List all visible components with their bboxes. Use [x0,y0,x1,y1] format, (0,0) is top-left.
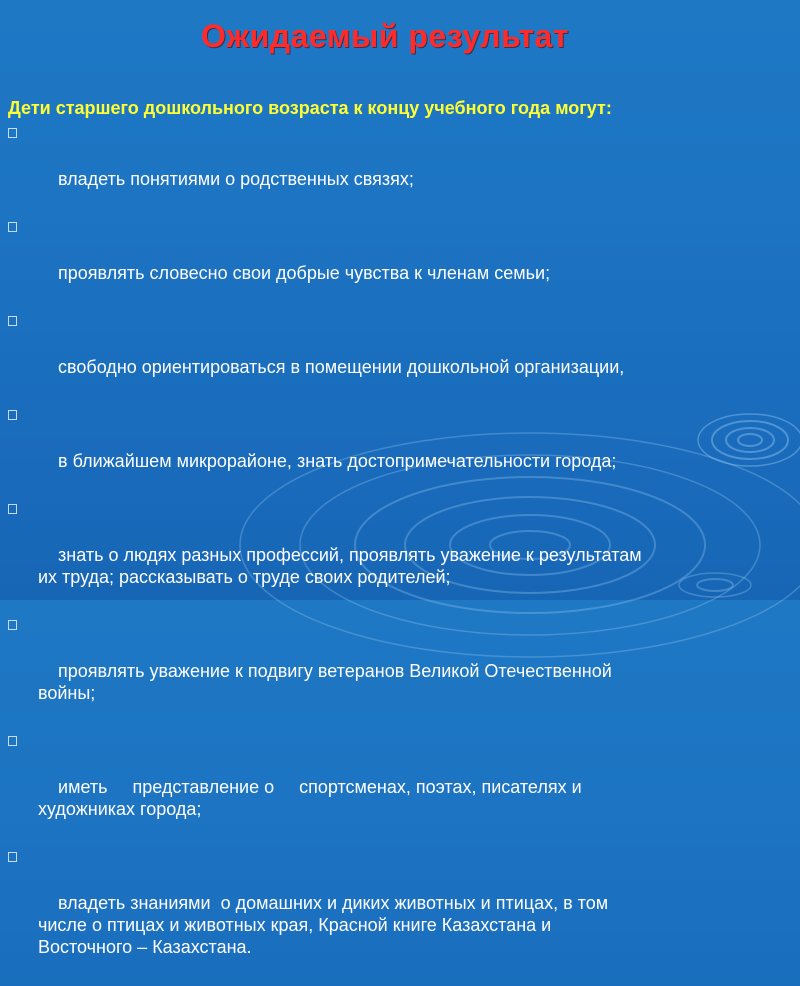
bullet-box-icon [8,222,17,232]
list-item-text: владеть знаниями о домашних и диких животных и птицах, в том числе о птицах и животных края, Красной книге Казахстана и Восточного – Казахстана. [38,893,609,957]
bullet-box-icon [8,620,17,630]
list-item-text: владеть понятиями о родственных связях; [58,169,414,189]
bullet-box-icon [8,736,17,746]
list-item-text: в ближайшем микрорайоне, знать достопримечательности города; [58,451,617,471]
list-item-text: проявлять словесно свои добрые чувства к членам семьи; [58,263,551,283]
list-item [6,124,786,212]
slide-title: Ожидаемый результат [201,18,569,54]
bullet-box-icon [8,504,17,514]
list-item-text: знать о людях разных профессий, проявлять уважение к результатам их труда; рассказывать о труде своих родителей; [38,545,642,587]
list-item [6,218,786,306]
list-item-text: свободно ориентироваться в помещении дошкольной организации, [58,357,625,377]
list-item [6,500,786,610]
bullet-box-icon [8,410,17,420]
list-item [6,616,786,726]
list-item [6,406,786,494]
intro-text: Дети старшего дошкольного возраста к концу учебного года могут: [8,98,612,118]
list-item-text: иметь представление о спортсменах, поэтах, писателях и художниках города; [38,777,582,819]
bullet-list [6,124,786,986]
list-item [6,848,786,980]
bullet-box-icon [8,852,17,862]
bullet-box-icon [8,316,17,326]
bullet-box-icon [8,128,17,138]
list-item-text: проявлять уважение к подвигу ветеранов Великой Отечественной войны; [38,661,612,703]
list-item [6,312,786,400]
list-item [6,732,786,842]
